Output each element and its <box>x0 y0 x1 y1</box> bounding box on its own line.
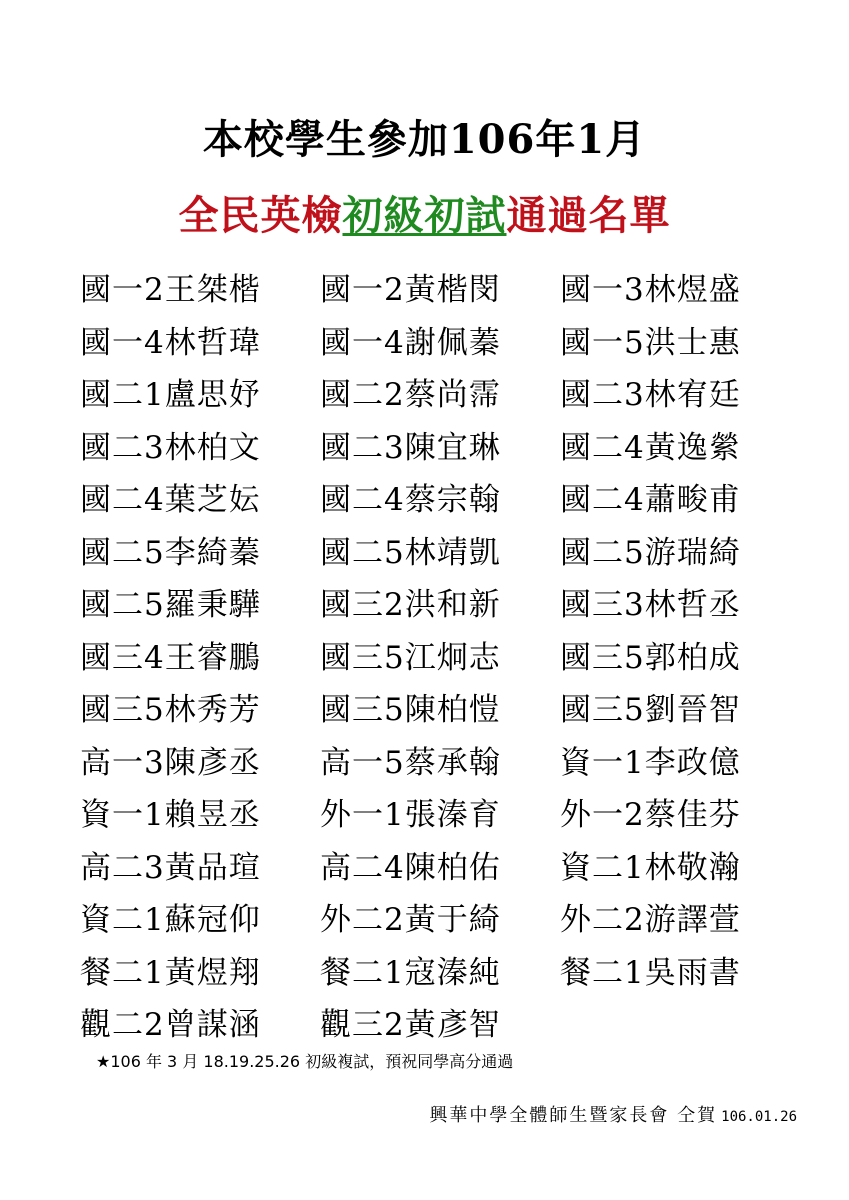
student-entry: 國一2王桀楷 <box>80 272 261 309</box>
student-entry: 高一3陳彥丞 <box>80 744 261 781</box>
subtitle-part-exam: 全民英檢 <box>178 192 343 239</box>
names-row <box>80 947 800 1000</box>
student-entry: 國二4葉芝妘 <box>80 482 261 519</box>
student-entry: 國二1盧思妤 <box>80 377 261 414</box>
names-row <box>80 527 800 580</box>
student-entry: 外一1張溱育 <box>320 797 501 834</box>
page-subtitle <box>0 188 849 244</box>
names-row <box>80 264 800 317</box>
subtitle-part-level: 初級初試 <box>342 192 507 239</box>
names-row <box>80 632 800 685</box>
student-entry: 國三5江炯志 <box>320 639 501 676</box>
student-entry: 觀二2曾謀涵 <box>80 1007 261 1044</box>
retest-note: ★106 年 3 月 18.19.25.26 初級複試，預祝同學高分通過 <box>96 1052 514 1071</box>
student-entry: 國三5林秀芳 <box>80 692 261 729</box>
student-entry: 外二2黃于綺 <box>320 902 501 939</box>
student-entry: 國二5游瑞綺 <box>560 534 741 571</box>
names-row <box>80 369 800 422</box>
names-row <box>80 422 800 475</box>
names-row <box>80 317 800 370</box>
subtitle-part-list: 通過名單 <box>506 192 671 239</box>
student-entry: 國二2蔡尚霈 <box>320 377 501 414</box>
page-title: 本校學生參加106年1月 <box>202 116 647 163</box>
student-entry: 國三5陳柏愷 <box>320 692 501 729</box>
names-row <box>80 894 800 947</box>
footer-date: 106.01.26 <box>721 1109 797 1125</box>
student-entry: 國三3林哲丞 <box>560 587 741 624</box>
student-entry: 國二3陳宜琳 <box>320 429 501 466</box>
student-entry: 國三4王睿鵬 <box>80 639 261 676</box>
student-entry: 高二3黃品瑄 <box>80 849 261 886</box>
student-entry: 外二2游譯萱 <box>560 902 741 939</box>
student-entry: 國二5羅秉驊 <box>80 587 261 624</box>
names-row <box>80 474 800 527</box>
student-entry: 國二4蔡宗翰 <box>320 482 501 519</box>
student-entry: 國二3林宥廷 <box>560 377 741 414</box>
student-entry: 國三5劉晉智 <box>560 692 741 729</box>
student-entry: 餐二1吳雨書 <box>560 954 741 991</box>
student-entry: 國一3林煜盛 <box>560 272 741 309</box>
footer-signature: 興華中學全體師生暨家長會 仝賀 <box>429 1105 718 1126</box>
congratulations-footer <box>429 1105 797 1128</box>
student-entry: 餐二1黃煜翔 <box>80 954 261 991</box>
student-entry: 資一1李政億 <box>560 744 741 781</box>
names-row <box>80 579 800 632</box>
student-entry: 資二1蘇冠仰 <box>80 902 261 939</box>
student-entry: 國二4黃逸縈 <box>560 429 741 466</box>
names-row <box>80 999 800 1052</box>
names-row <box>80 684 800 737</box>
student-entry: 國二3林柏文 <box>80 429 261 466</box>
student-entry: 高二4陳柏佑 <box>320 849 501 886</box>
student-entry: 國三5郭柏成 <box>560 639 741 676</box>
student-entry: 國二5林靖凱 <box>320 534 501 571</box>
student-entry: 國三2洪和新 <box>320 587 501 624</box>
names-row <box>80 737 800 790</box>
student-entry: 觀三2黃彥智 <box>320 1007 501 1044</box>
student-entry: 國一4謝佩蓁 <box>320 324 501 361</box>
student-entry: 國一2黃楷閔 <box>320 272 501 309</box>
student-entry: 資二1林敬瀚 <box>560 849 741 886</box>
student-entry: 餐二1寇溱純 <box>320 954 501 991</box>
student-entry: 高一5蔡承翰 <box>320 744 501 781</box>
student-entry: 國二4蕭畯甫 <box>560 482 741 519</box>
names-row <box>80 842 800 895</box>
student-entry: 國一5洪士惠 <box>560 324 741 361</box>
names-row <box>80 789 800 842</box>
student-entry: 國二5李綺蓁 <box>80 534 261 571</box>
student-entry: 外一2蔡佳芬 <box>560 797 741 834</box>
student-entry: 資一1賴昱丞 <box>80 797 261 834</box>
student-entry: 國一4林哲瑋 <box>80 324 261 361</box>
passing-students-list <box>80 264 800 1052</box>
